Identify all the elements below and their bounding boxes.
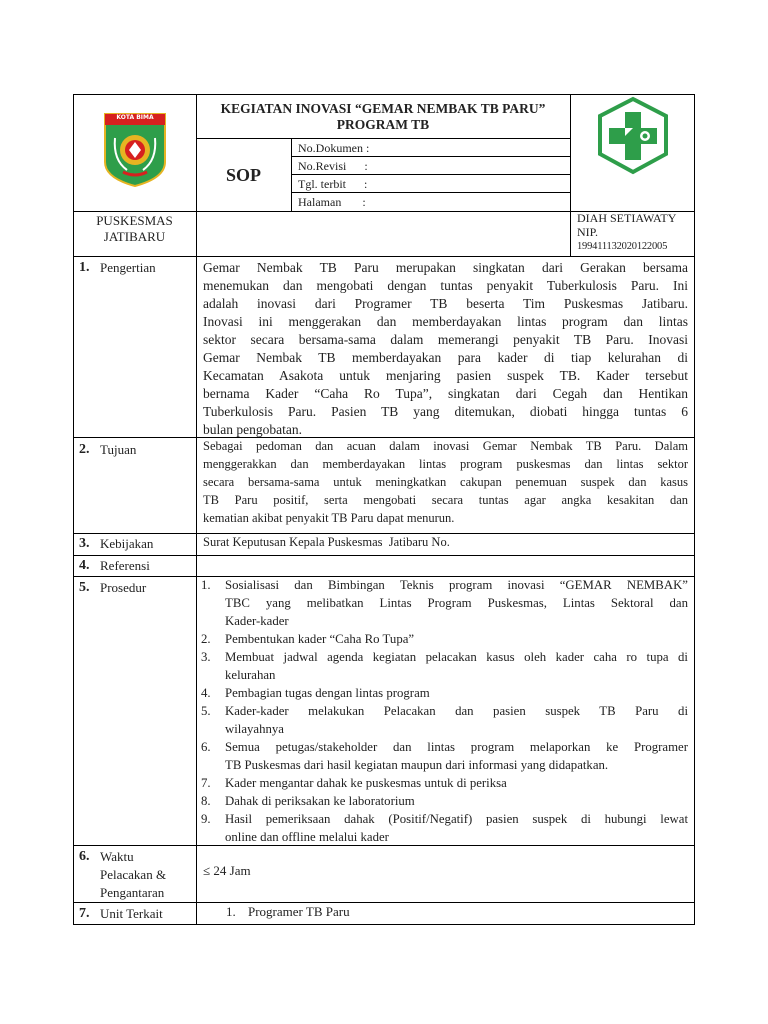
text-line: Semua petugas/stakeholder dan lintas program melaporkan ke Programer xyxy=(225,740,688,754)
prosedur-step xyxy=(201,684,688,702)
text-line: bulan pengobatan. xyxy=(203,422,302,437)
section-label-waktu-line2: Pelacakan & xyxy=(100,867,167,882)
text-line: Kecamatan Asakota untuk menjaring pasien suspek TB. Kader tersebut xyxy=(203,368,688,383)
step-text xyxy=(225,576,688,630)
step-number: 3. xyxy=(201,650,211,664)
unit-item-number: 1. xyxy=(226,904,236,919)
section-number: 4. xyxy=(79,558,90,573)
divider xyxy=(73,555,695,556)
kota-bima-emblem-icon xyxy=(103,112,167,188)
section-number: 1. xyxy=(79,260,90,275)
step-number: 2. xyxy=(201,632,211,646)
doc-field-page: Halaman : xyxy=(298,195,366,209)
prosedur-list xyxy=(201,576,688,846)
text-line: TB Puskesmas dari hasil kegiatan maupun dari informasi yang didapatkan. xyxy=(225,758,609,772)
border-bottom xyxy=(73,924,695,925)
step-text xyxy=(225,792,688,810)
waktu-text: ≤ 24 Jam xyxy=(203,863,251,878)
unit-item-text: Programer TB Paru xyxy=(248,904,350,919)
text-line: Tuberkulosis Paru. Pasien TB yang ditemukan, diobati hingga tuntas 6 xyxy=(203,404,688,419)
prosedur-step xyxy=(201,576,688,630)
kebijakan-text: Surat Keputusan Kepala Puskesmas Jatibaru No. xyxy=(203,535,450,549)
divider xyxy=(570,94,571,256)
text-line: adalah inovasi dari Programer TB beserta Tim Puskesmas Jatibaru. xyxy=(203,296,688,311)
signer-nip: 199411132020122005 xyxy=(577,241,668,252)
text-line: Inovasi ini menggerakan dan memberdayakan lintas program dan lintas xyxy=(203,314,688,329)
prosedur-step xyxy=(201,810,688,846)
step-text xyxy=(225,738,688,774)
prosedur-step xyxy=(201,774,688,792)
text-line: sektor secara bersama-sama dalam memerangi penyakit TB Paru. Inovasi xyxy=(203,332,688,347)
step-number: 5. xyxy=(201,704,211,718)
text-line: Pembentukan kader “Caha Ro Tupa” xyxy=(225,632,415,646)
step-number: 1. xyxy=(201,578,211,592)
section-label-kebijakan: Kebijakan xyxy=(100,536,154,551)
step-text xyxy=(225,702,688,738)
text-line: Pembagian tugas dengan lintas program xyxy=(225,686,430,700)
text-line: Kader-kader xyxy=(225,614,289,628)
section-number: 3. xyxy=(79,536,90,551)
text-line: TB Paru positif, serta mengobati secara tuntas agar angka kesakitan dan xyxy=(203,493,688,507)
text-line: secara bersama-sama untuk meningkatkan cakupan penemuan suspek dan kasus xyxy=(203,475,688,489)
puskesmas-logo-icon xyxy=(594,96,672,176)
step-number: 9. xyxy=(201,812,211,826)
text-line: Kader-kader melakukan Pelacakan dan pasien suspek TB Paru di xyxy=(225,704,688,718)
section-label-pengertian: Pengertian xyxy=(100,260,156,275)
section-label-unit-terkait: Unit Terkait xyxy=(100,906,163,921)
org-name-line2: JATIBARU xyxy=(103,229,166,244)
section-label-tujuan: Tujuan xyxy=(100,442,137,457)
section-label-prosedur: Prosedur xyxy=(100,580,147,595)
text-line: Gemar Nembak TB Paru merupakan singkatan dari Gerakan bersama xyxy=(203,260,688,275)
prosedur-step xyxy=(201,792,688,810)
text-line: Gemar Nembak TB memberdayakan para kader di tiap kelurahan di xyxy=(203,350,688,365)
step-number: 6. xyxy=(201,740,211,754)
step-number: 7. xyxy=(201,776,211,790)
step-text xyxy=(225,810,688,846)
prosedur-step xyxy=(201,648,688,684)
section-number: 7. xyxy=(79,906,90,921)
section-number: 2. xyxy=(79,442,90,457)
prosedur-step xyxy=(201,702,688,738)
text-line: kelurahan xyxy=(225,668,276,682)
border-top xyxy=(73,94,695,95)
divider xyxy=(196,256,197,925)
text-line: Membuat jadwal agenda kegiatan pelacakan kasus oleh kader caha ro tupa di xyxy=(225,650,688,664)
section-label-waktu-line3: Pengantaran xyxy=(100,885,165,900)
prosedur-step xyxy=(201,738,688,774)
doc-field-number: No.Dokumen : xyxy=(298,141,370,155)
signer-nip-label: NIP. xyxy=(577,225,599,239)
step-number: 8. xyxy=(201,794,211,808)
text-line: menemukan dan mengobati dengan tuntas penyakit Tuberkulosis Paru. Ini xyxy=(203,278,688,293)
doc-field-date: Tgl. terbit : xyxy=(298,177,368,191)
text-line: kematian akibat penyakit TB Paru dapat menurun. xyxy=(203,511,455,525)
text-line: menggerakkan dan memberdayakan lintas program puskesmas dan lintas sektor xyxy=(203,457,688,471)
text-line: online dan offline melalui kader xyxy=(225,830,389,844)
sop-label: SOP xyxy=(225,165,261,185)
tujuan-text xyxy=(203,437,688,527)
org-name-line1: PUSKESMAS xyxy=(96,213,173,228)
step-text xyxy=(225,648,688,684)
document-title: KEGIATAN INOVASI “GEMAR NEMBAK TB PARU” xyxy=(220,101,546,116)
step-text xyxy=(225,774,688,792)
emblem-text: KOTA BIMA xyxy=(116,114,154,121)
pengertian-text xyxy=(203,259,688,439)
text-line: Sosialisasi dan Bimbingan Teknis program inovasi “GEMAR NEMBAK” xyxy=(225,578,688,592)
doc-field-revision: No.Revisi : xyxy=(298,159,368,173)
text-line: Sebagai pedoman dan acuan dalam inovasi Gemar Nembak TB Paru. Dalam xyxy=(203,439,688,453)
divider xyxy=(73,256,695,257)
divider xyxy=(73,902,695,903)
section-number: 6. xyxy=(79,849,90,864)
text-line: TBC yang melibatkan Lintas Program Puskesmas, Lintas Sektoral dan xyxy=(225,596,688,610)
section-number: 5. xyxy=(79,580,90,595)
section-label-waktu-line1: Waktu xyxy=(100,849,134,864)
text-line: wilayahnya xyxy=(225,722,284,736)
divider xyxy=(196,138,571,139)
border-right xyxy=(694,94,695,925)
section-label-referensi: Referensi xyxy=(100,558,150,573)
signer-name: DIAH SETIAWATY xyxy=(577,211,677,225)
step-text xyxy=(225,684,688,702)
step-number: 4. xyxy=(201,686,211,700)
text-line: Dahak di periksakan ke laboratorium xyxy=(225,794,415,808)
text-line: Hasil pemeriksaan dahak (Positif/Negatif) pasien suspek di hubungi lewat xyxy=(225,812,688,826)
prosedur-step xyxy=(201,630,688,648)
text-line: bernama Kader “Caha Ro Tupa”, singkatan dari Cegah dan Hentikan xyxy=(203,386,688,401)
step-text xyxy=(225,630,688,648)
document-subtitle: PROGRAM TB xyxy=(336,117,430,132)
text-line: Kader mengantar dahak ke puskesmas untuk di periksa xyxy=(225,776,507,790)
